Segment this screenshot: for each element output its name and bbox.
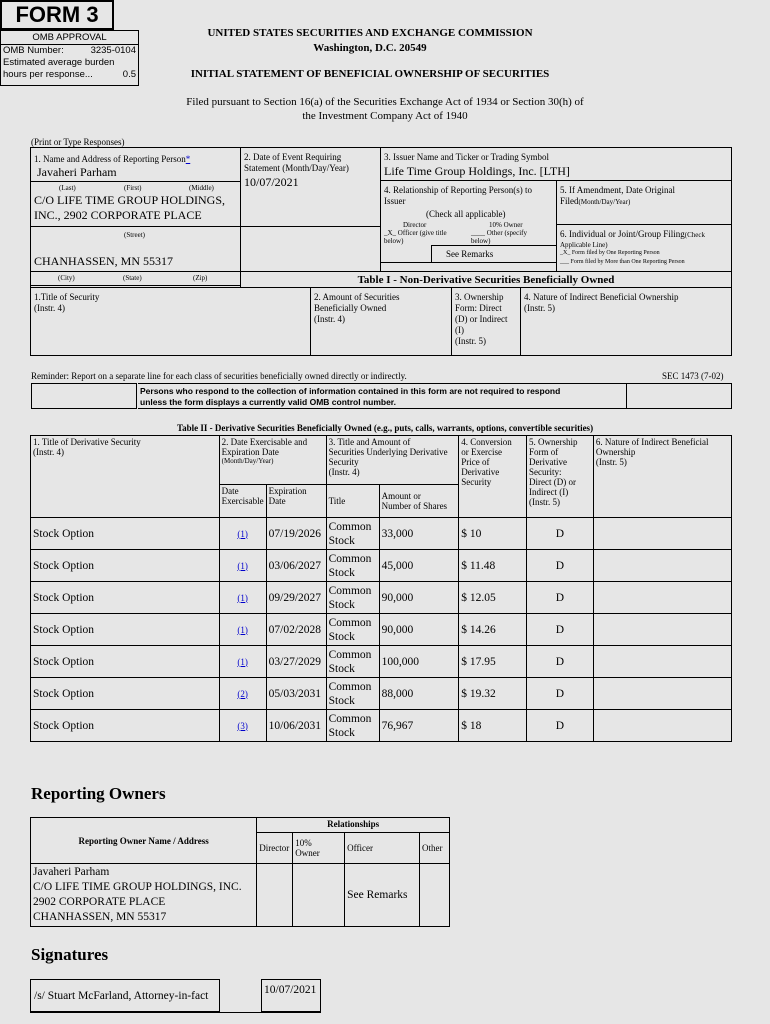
footnote-link[interactable]: (2)	[237, 688, 248, 699]
ten-pct-header: 10% Owner	[293, 833, 345, 864]
box2-event-date	[240, 147, 381, 272]
table-row	[31, 710, 732, 742]
expiration-date-cell: 03/27/2029	[266, 646, 326, 678]
owner-director-cell	[257, 864, 293, 927]
t2-h6: 6. Nature of Indirect Beneficial Ownership (Instr. 5)	[593, 436, 731, 518]
underlying-amount-cell: 90,000	[379, 614, 459, 646]
derivative-title-cell: Stock Option	[31, 646, 220, 678]
table-row	[31, 614, 732, 646]
underlying-amount-cell: 90,000	[379, 582, 459, 614]
filed-line-2: the Investment Company Act of 1940	[302, 110, 468, 122]
underlying-title-cell	[326, 550, 379, 582]
indirect-nature-cell	[593, 582, 731, 614]
ownership-form-cell: D	[527, 550, 594, 582]
divider	[240, 226, 381, 227]
middle-label: (Middle)	[189, 184, 214, 192]
t1-col3-label-2: Form: Direct	[455, 303, 502, 313]
reporting-address	[34, 193, 225, 223]
derivative-title-cell: Stock Option	[31, 678, 220, 710]
underlying-amount-cell: 45,000	[379, 550, 459, 582]
agency-location: Washington, D.C. 20549	[313, 42, 427, 54]
t1-col4-label: 4. Nature of Indirect Beneficial Ownership	[524, 292, 679, 302]
footnote-link-cell	[219, 518, 266, 550]
exercise-price-cell: $ 19.32	[459, 678, 527, 710]
address-line-2: INC., 2902 CORPORATE PLACE	[34, 208, 202, 222]
form-title: INITIAL STATEMENT OF BENEFICIAL OWNERSHIP OF SECURITIES	[190, 68, 550, 80]
omb-notice-line-1: Persons who respond to the collection of information contained in this form are not required to respond	[140, 386, 561, 396]
expiration-date-cell: 03/06/2027	[266, 550, 326, 582]
reminder-text: Reminder: Report on a separate line for each class of securities beneficially owned directly or indirectly.	[31, 371, 407, 381]
signatures-heading: Signatures	[31, 945, 109, 964]
filed-pursuant	[80, 95, 690, 123]
event-date-value: 10/07/2021	[244, 175, 299, 189]
indirect-nature-cell	[593, 550, 731, 582]
omb-burden-value: 0.5	[122, 69, 136, 80]
footnote-link[interactable]: (1)	[237, 528, 248, 539]
zip-label: (Zip)	[193, 274, 208, 282]
underlying-title-line-2: Stock	[328, 598, 355, 611]
city-label: (City)	[58, 274, 75, 282]
other-line-2: below)	[471, 237, 491, 245]
omb-number-label: OMB Number:	[3, 45, 64, 56]
t2-h4: 4. Conversion or Exercise Price of Derivative Security	[459, 436, 527, 518]
box4-label-1: 4. Relationship of Reporting Person(s) to	[384, 185, 532, 195]
derivative-table	[30, 435, 732, 742]
signature-date: 10/07/2021	[264, 984, 317, 996]
table1-title-cell	[240, 271, 732, 288]
box6-filing	[556, 224, 732, 272]
t1-col3-label-4: (I)	[455, 325, 464, 335]
table-row	[31, 582, 732, 614]
underlying-amount-cell: 33,000	[379, 518, 459, 550]
omb-notice	[138, 383, 628, 409]
underlying-title-cell	[326, 582, 379, 614]
box6-label: 6. Individual or Joint/Group Filing(Check	[560, 229, 705, 239]
underlying-amount-cell: 76,967	[379, 710, 459, 742]
exercise-price-cell: $ 11.48	[459, 550, 527, 582]
footnote-link[interactable]: (1)	[237, 624, 248, 635]
underlying-title-line-1: Common	[328, 680, 372, 693]
director-header: Director	[257, 833, 293, 864]
underlying-title-line-1: Common	[328, 616, 372, 629]
officer-header: Officer	[345, 833, 420, 864]
table1-title: Table I - Non-Derivative Securities Beneficially Owned	[357, 274, 615, 286]
underlying-title-line-1: Common	[328, 648, 372, 661]
indirect-nature-cell	[593, 518, 731, 550]
underlying-title-cell	[326, 646, 379, 678]
underlying-amount-cell: 88,000	[379, 678, 459, 710]
t1-col2-instr: (Instr. 4)	[314, 314, 345, 324]
owner-other-cell	[419, 864, 449, 927]
signature-cell	[30, 979, 220, 1012]
footnote-link[interactable]: (1)	[237, 592, 248, 603]
table1-col4	[520, 287, 732, 356]
table1-col2	[310, 287, 452, 356]
t1-col2-label: 2. Amount of Securities	[314, 292, 400, 302]
ownership-form-cell: D	[527, 710, 594, 742]
exercise-price-cell: $ 17.95	[459, 646, 527, 678]
ownership-form-cell: D	[527, 678, 594, 710]
footnote-link[interactable]: (1)	[237, 560, 248, 571]
box2-label-1: 2. Date of Event Requiring	[244, 152, 342, 162]
footnote-link-cell	[219, 614, 266, 646]
omb-notice-line-2: unless the form displays a currently valid OMB control number.	[140, 397, 397, 407]
box1-reporting-person	[30, 147, 241, 272]
t1-col3-label-3: (D) or Indirect	[455, 314, 508, 324]
box1-label: 1. Name and Address of Reporting Person*	[34, 154, 191, 164]
relationships-header: Relationships	[257, 818, 450, 833]
underlying-title-line-1: Common	[328, 712, 372, 725]
footnote-link[interactable]: (3)	[237, 720, 248, 731]
state-label: (State)	[123, 274, 142, 282]
owner-row	[31, 864, 450, 927]
t1-col4-instr: (Instr. 5)	[524, 303, 555, 313]
t2-h3: 3. Title and Amount of Securities Underlying Derivative Security (Instr. 4)	[326, 436, 459, 485]
box2-label-2: Statement (Month/Day/Year)	[244, 163, 349, 173]
reporting-person-name: Javaheri Parham	[37, 165, 117, 179]
reporting-owners-table	[30, 817, 450, 927]
ownership-form-cell: D	[527, 582, 594, 614]
remarks-cell	[431, 245, 557, 263]
footnote-link-cell	[219, 678, 266, 710]
indirect-nature-cell	[593, 678, 731, 710]
expiration-date-cell: 09/29/2027	[266, 582, 326, 614]
derivative-title-cell: Stock Option	[31, 518, 220, 550]
omb-number-value: 3235-0104	[90, 45, 136, 56]
box6-option-2: ___ Form filed by More than One Reporting Person	[560, 259, 685, 265]
box2-label	[244, 152, 349, 174]
omb-burden-label: hours per response...	[3, 69, 93, 80]
derivative-title-cell: Stock Option	[31, 582, 220, 614]
box3-label: 3. Issuer Name and Ticker or Trading Symbol	[384, 152, 549, 162]
address-line-1: C/O LIFE TIME GROUP HOLDINGS,	[34, 193, 226, 207]
omb-burden-line: Estimated average burden	[3, 57, 115, 68]
underlying-title-line-2: Stock	[328, 630, 355, 643]
underlying-title-line-2: Stock	[328, 662, 355, 675]
box4-label-2: Issuer	[384, 196, 406, 206]
footnote-link-cell	[219, 646, 266, 678]
signer-name: /s/ Stuart McFarland, Attorney-in-fact	[34, 990, 209, 1002]
footnote-link-cell	[219, 710, 266, 742]
expiration-date-cell: 07/19/2026	[266, 518, 326, 550]
table1-col3	[451, 287, 521, 356]
expiration-date-cell: 10/06/2031	[266, 710, 326, 742]
table-row	[31, 678, 732, 710]
indirect-nature-cell	[593, 646, 731, 678]
box4-relationship	[380, 180, 557, 263]
ownership-form-cell: D	[527, 614, 594, 646]
ownership-form-cell: D	[527, 518, 594, 550]
city-state-zip-labels	[30, 272, 241, 286]
exercise-price-cell: $ 10	[459, 518, 527, 550]
box5-amendment	[556, 180, 732, 225]
table2-header-row	[31, 436, 732, 485]
owner-officer-cell: See Remarks	[345, 864, 420, 927]
form-label: FORM 3	[0, 0, 114, 30]
underlying-title-line-1: Common	[328, 552, 372, 565]
owners-header-row	[31, 818, 450, 833]
t2-sub-exp: Expiration Date	[266, 485, 326, 518]
underlying-title-line-2: Stock	[328, 534, 355, 547]
expiration-date-cell: 05/03/2031	[266, 678, 326, 710]
table-row	[31, 646, 732, 678]
underlying-title-line-2: Stock	[328, 726, 355, 739]
underlying-title-cell	[326, 678, 379, 710]
divider	[31, 181, 240, 182]
t2-h1: 1. Title of Derivative Security (Instr. 4)	[31, 436, 220, 518]
box4-label	[384, 185, 532, 207]
officer-label	[384, 229, 447, 245]
officer-line-2: below)	[384, 237, 404, 245]
box6-applicable: Applicable Line)	[560, 241, 608, 249]
sec-number: SEC 1473 (7-02)	[662, 371, 724, 381]
other-line-1: ____ Other (specify	[471, 229, 527, 237]
exercise-price-cell: $ 14.26	[459, 614, 527, 646]
city-line: CHANHASSEN, MN 55317	[34, 254, 174, 268]
signature-date-cell	[261, 979, 321, 1012]
box6-option-1: _X_ Form filed by One Reporting Person	[560, 250, 660, 256]
first-label: (First)	[124, 184, 142, 192]
box5-label-1: 5. If Amendment, Date Original	[560, 185, 675, 195]
derivative-title-cell: Stock Option	[31, 550, 220, 582]
table-row	[31, 518, 732, 550]
t1-col2-label-2: Beneficially Owned	[314, 303, 387, 313]
other-header: Other	[419, 833, 449, 864]
officer-line-1: _X_ Officer (give title	[384, 229, 447, 237]
derivative-title-cell: Stock Option	[31, 614, 220, 646]
last-label: (Last)	[59, 184, 76, 192]
box5-label-2: Filed(Month/Day/Year)	[560, 196, 631, 206]
director-label: Director	[403, 221, 427, 229]
t1-col1-instr: (Instr. 4)	[34, 303, 65, 313]
divider	[31, 226, 240, 227]
issuer-value: Life Time Group Holdings, Inc. [LTH]	[384, 164, 570, 178]
reporting-owners-heading: Reporting Owners	[31, 784, 166, 803]
street-label: (Street)	[124, 231, 145, 239]
ownership-form-cell: D	[527, 646, 594, 678]
box3-issuer	[380, 147, 732, 181]
other-label	[471, 229, 527, 245]
t1-col1-label: 1.Title of Security	[34, 292, 100, 302]
table2-title: Table II - Derivative Securities Beneficially Owned (e.g., puts, calls, warrants, options, convertible securities)	[176, 423, 594, 433]
footnote-link[interactable]: (1)	[237, 656, 248, 667]
print-note: (Print or Type Responses)	[31, 137, 125, 147]
underlying-title-line-1: Common	[328, 520, 372, 533]
owner-ten-pct-cell	[293, 864, 345, 927]
ten-pct-label: 10% Owner	[489, 221, 523, 229]
filed-line-1: Filed pursuant to Section 16(a) of the Securities Exchange Act of 1934 or Section 30(h) of	[186, 96, 584, 108]
box5-label	[560, 185, 675, 208]
indirect-nature-cell	[593, 614, 731, 646]
t2-sub-title: Title	[326, 485, 379, 518]
t1-col3-instr: (Instr. 5)	[455, 336, 486, 346]
check-all: (Check all applicable)	[426, 209, 506, 219]
derivative-title-cell: Stock Option	[31, 710, 220, 742]
underlying-title-line-1: Common	[328, 584, 372, 597]
underlying-amount-cell: 100,000	[379, 646, 459, 678]
reminder-left-box	[31, 383, 137, 409]
underlying-title-cell	[326, 614, 379, 646]
reminder-right-box	[626, 383, 732, 409]
t2-h5: 5. Ownership Form of Derivative Security: Direct (D) or Indirect (I) (Instr. 5)	[527, 436, 594, 518]
footnote-link-cell	[219, 550, 266, 582]
t2-sub-date-ex: Date Exercisable	[219, 485, 266, 518]
expiration-date-cell: 07/02/2028	[266, 614, 326, 646]
underlying-title-cell	[326, 518, 379, 550]
omb-title: OMB APPROVAL	[1, 31, 138, 45]
underlying-title-line-2: Stock	[328, 566, 355, 579]
exercise-price-cell: $ 12.05	[459, 582, 527, 614]
agency-name: UNITED STATES SECURITIES AND EXCHANGE COMMISSION	[207, 27, 533, 39]
omb-approval-box	[0, 30, 139, 86]
signature-baseline	[30, 1012, 321, 1013]
t2-sub-amount: Amount or Number of Shares	[379, 485, 459, 518]
owner-name-header: Reporting Owner Name / Address	[31, 818, 257, 864]
exercise-price-cell: $ 18	[459, 710, 527, 742]
footnote-star-link[interactable]: *	[185, 154, 191, 164]
footnote-link-cell	[219, 582, 266, 614]
t1-col3-label: 3. Ownership	[455, 292, 504, 302]
indirect-nature-cell	[593, 710, 731, 742]
owner-name-address: Javaheri Parham C/O LIFE TIME GROUP HOLDINGS, INC. 2902 CORPORATE PLACE CHANHASSEN, MN 55317	[31, 864, 257, 927]
underlying-title-cell	[326, 710, 379, 742]
see-remarks: See Remarks	[446, 249, 494, 259]
underlying-title-line-2: Stock	[328, 694, 355, 707]
table1-col1	[30, 287, 311, 356]
t2-h2: 2. Date Exercisable and Expiration Date (Month/Day/Year)	[219, 436, 326, 485]
table-row	[31, 550, 732, 582]
